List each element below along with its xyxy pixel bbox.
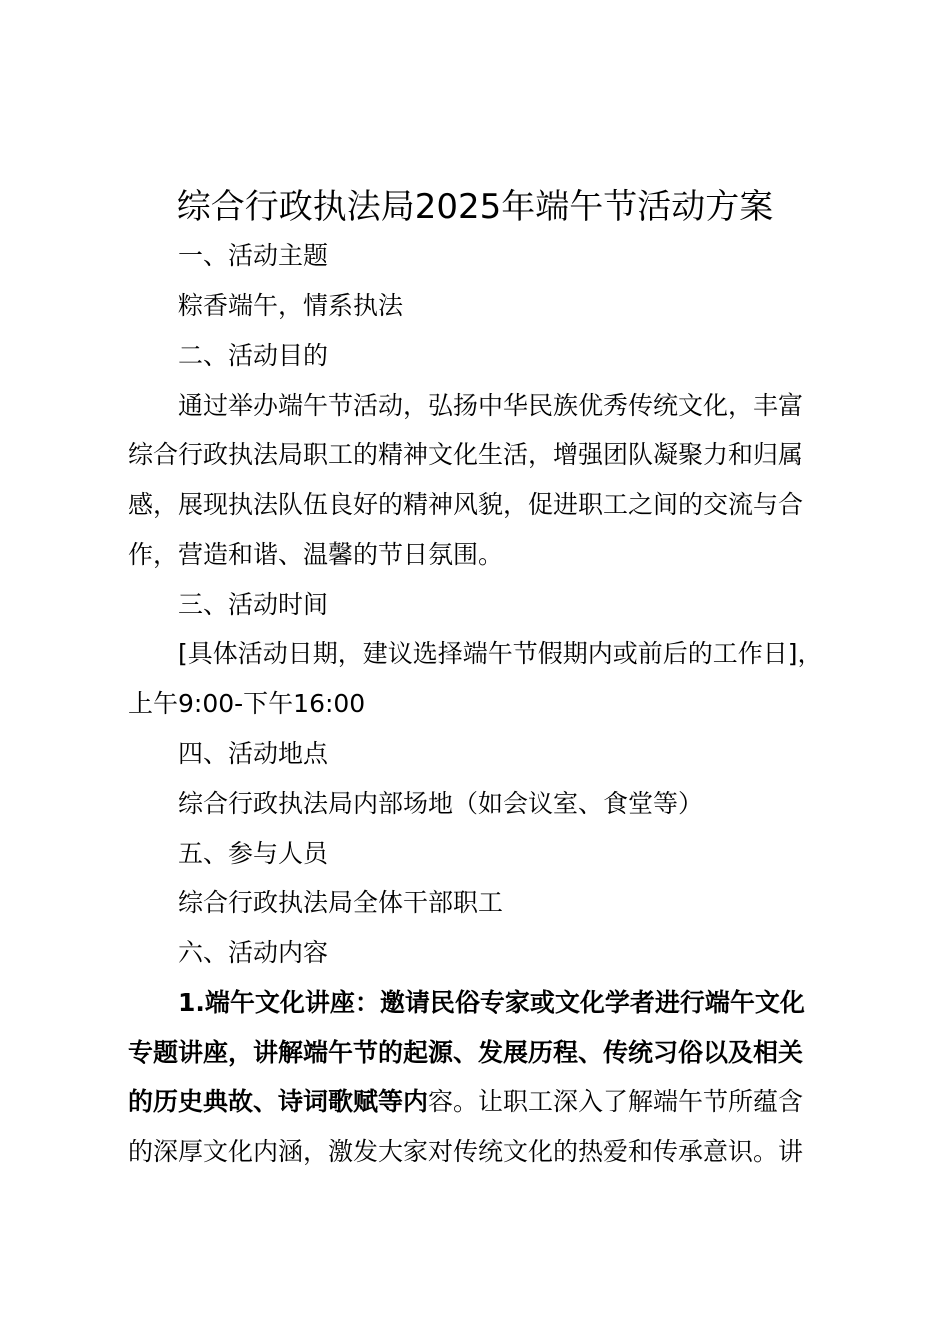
paragraph-line-mixed <box>128 1084 803 1120</box>
section-heading-theme: 一、活动主题 <box>178 241 329 270</box>
paragraph-line-bold: 1.端午文化讲座：邀请民俗专家或文化学者进行端午文化 <box>178 988 805 1017</box>
section-heading-content: 六、活动内容 <box>178 938 329 967</box>
section-body-location: 综合行政执法局内部场地（如会议室、食堂等） <box>178 789 704 818</box>
paragraph-line: 上午9:00-下午16:00 <box>128 689 366 718</box>
section-body-participants: 综合行政执法局全体干部职工 <box>178 888 504 917</box>
section-heading-time: 三、活动时间 <box>178 590 329 619</box>
section-body-theme: 粽香端午，情系执法 <box>178 291 404 320</box>
paragraph-line-bold: 专题讲座，讲解端午节的起源、发展历程、传统习俗以及相关 <box>128 1038 804 1067</box>
bold-text: 的历史典故、诗词歌赋等内 <box>128 1087 429 1116</box>
paragraph-line: 感，展现执法队伍良好的精神风貌，促进职工之间的交流与合 <box>128 490 804 519</box>
paragraph-line: 通过举办端午节活动，弘扬中华民族优秀传统文化，丰富 <box>178 391 804 420</box>
paragraph-line: [具体活动日期，建议选择端午节假期内或前后的工作日]， <box>178 639 823 668</box>
section-heading-purpose: 二、活动目的 <box>178 341 329 370</box>
section-heading-location: 四、活动地点 <box>178 739 329 768</box>
normal-text: 容。让职工深入了解端午节所蕴含 <box>428 1087 804 1116</box>
document-title: 综合行政执法局2025年端午节活动方案 <box>176 187 774 227</box>
paragraph-line: 的深厚文化内涵，激发大家对传统文化的热爱和传承意识。讲 <box>128 1137 804 1166</box>
paragraph-line: 综合行政执法局职工的精神文化生活，增强团队凝聚力和归属 <box>128 440 804 469</box>
paragraph-line: 作，营造和谐、温馨的节日氛围。 <box>128 540 504 569</box>
section-heading-participants: 五、参与人员 <box>178 839 329 868</box>
